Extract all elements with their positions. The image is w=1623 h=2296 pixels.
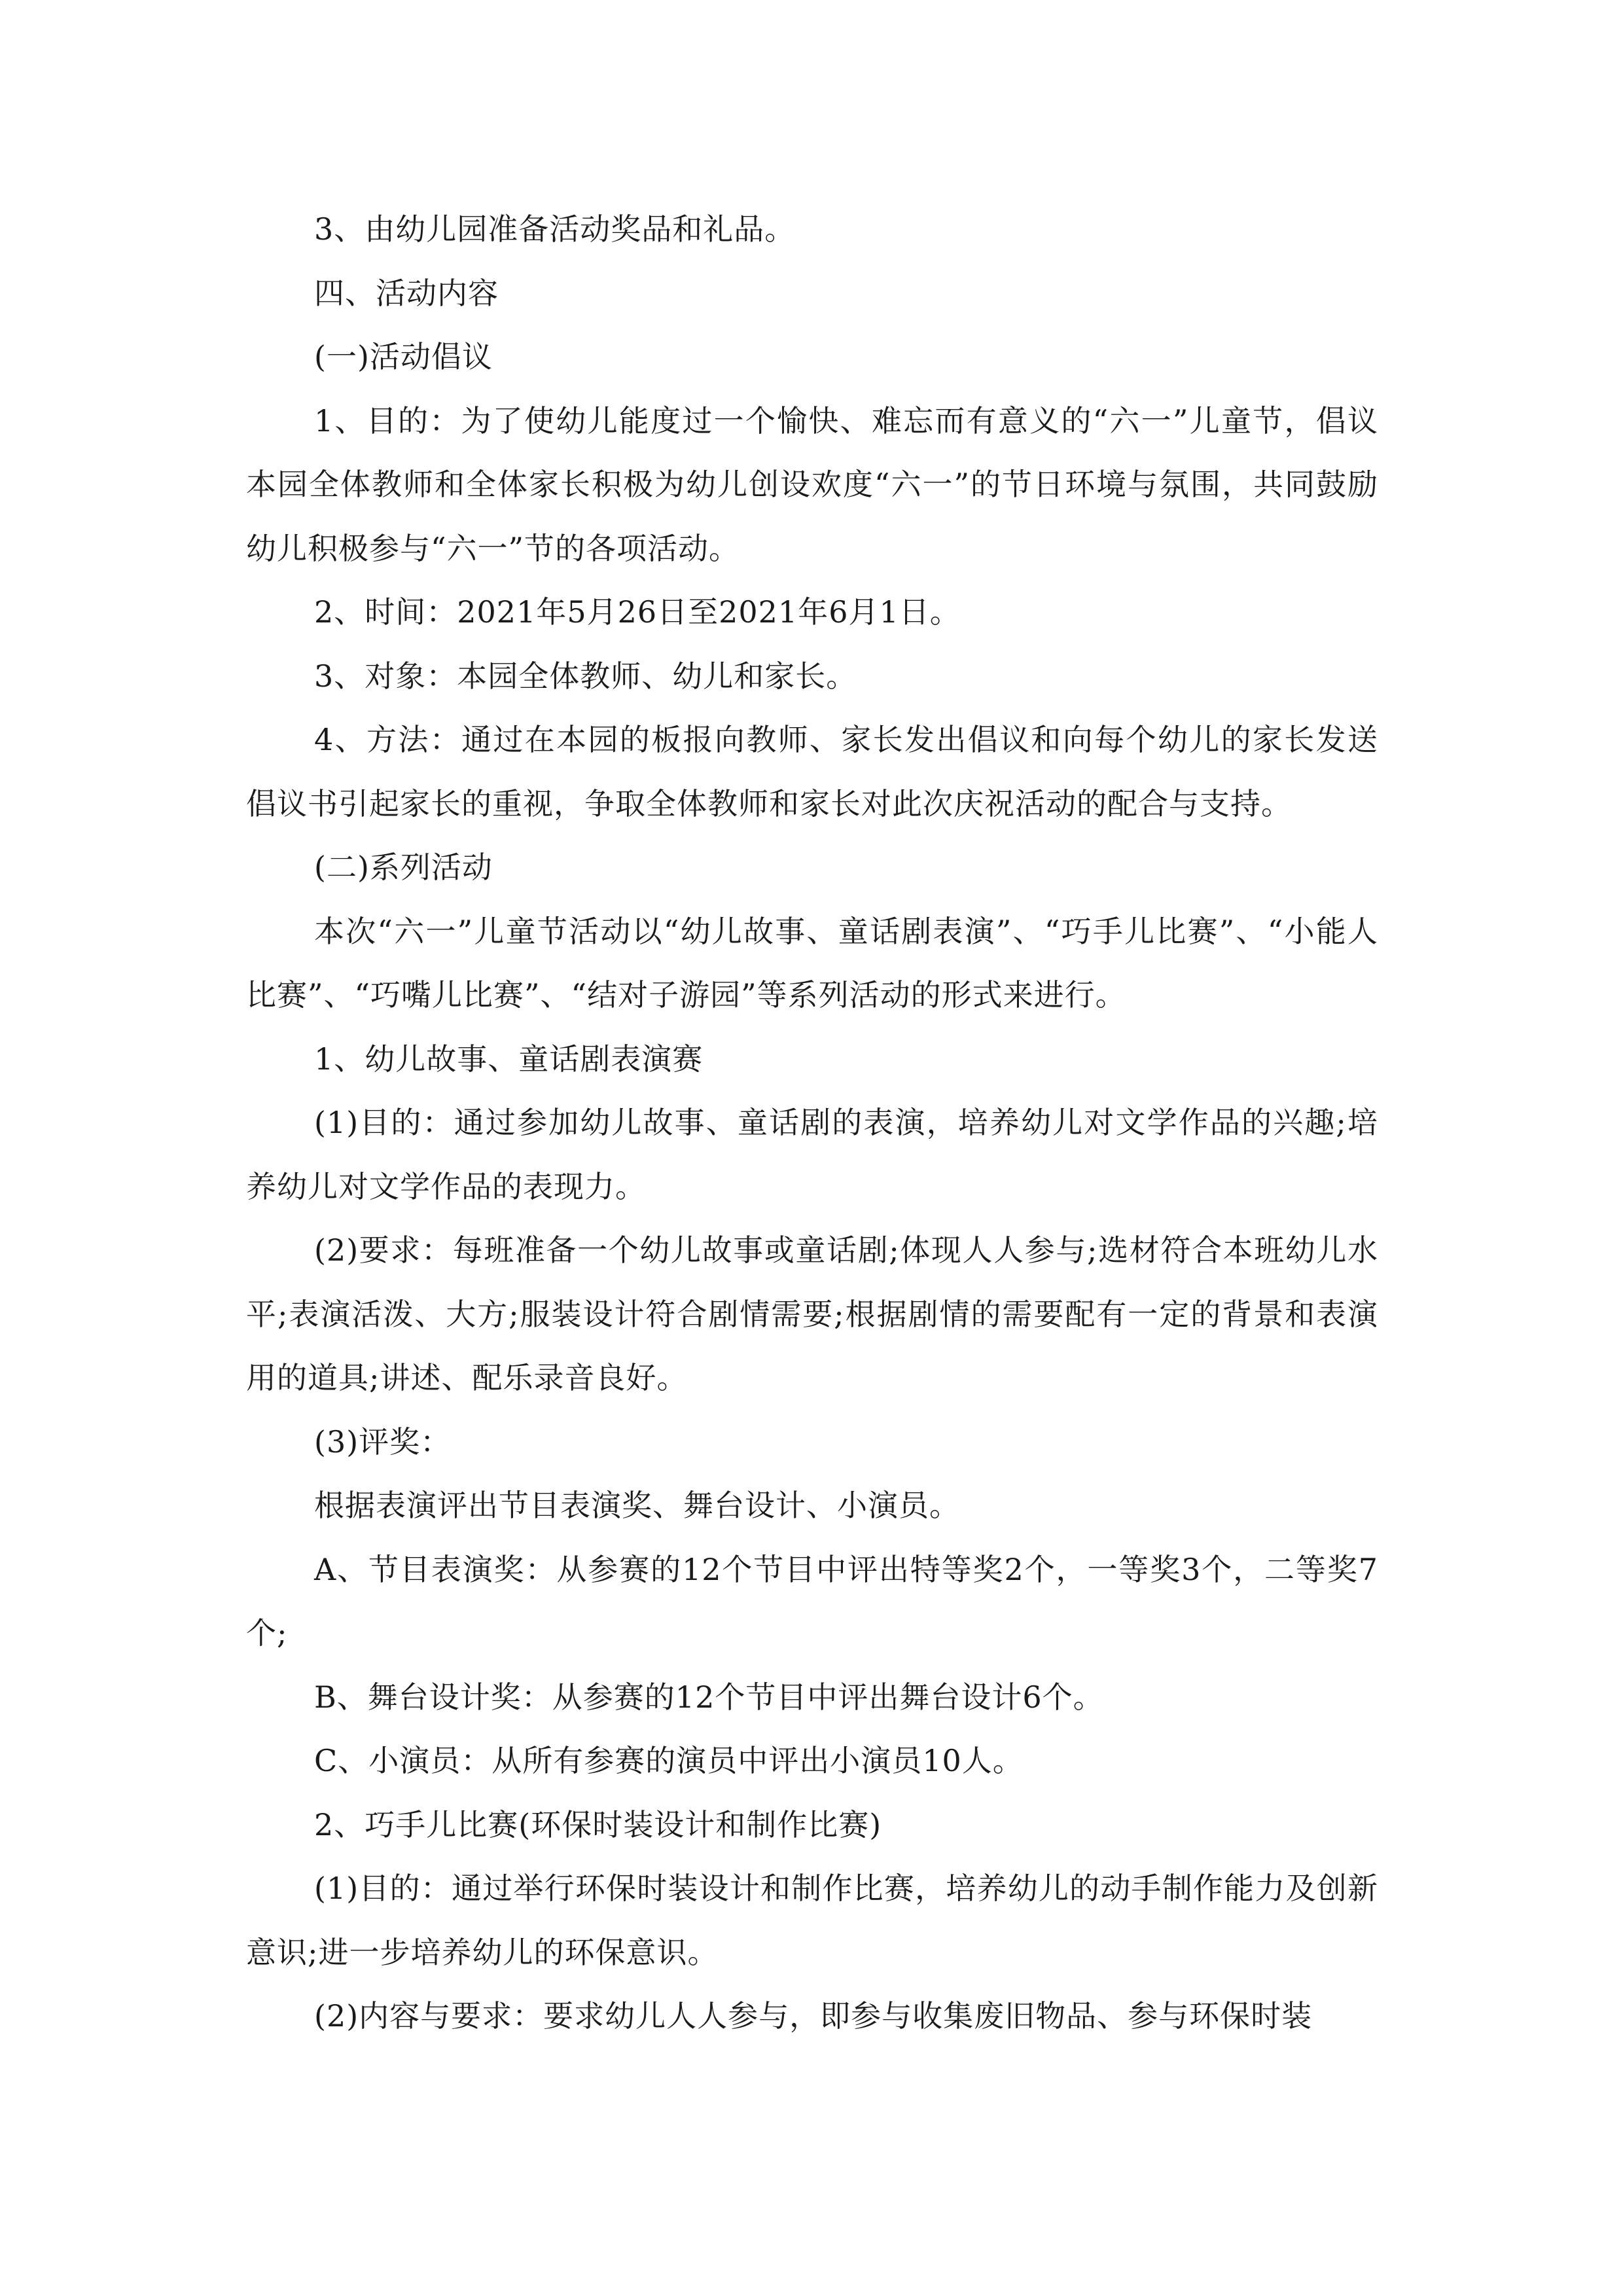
subheading-activity-proposal: (一)活动倡议 — [314, 339, 493, 374]
paragraph-award-performance: A、节目表演奖：从参赛的12个节目中评出特等奖2个，一等奖3个，二等奖7个; — [246, 1551, 1378, 1651]
heading-handcraft-contest: 2、巧手儿比赛(环保时装设计和制作比赛) — [314, 1806, 882, 1842]
paragraph-proposal-audience: 3、对象：本园全体教师、幼儿和家长。 — [314, 658, 857, 694]
paragraph-proposal-purpose: 1、目的：为了使幼儿能度过一个愉快、难忘而有意义的“六一”儿童节，倡议本园全体教师和全体家长积极为幼儿创设欢度“六一”的节日环境与氛围，共同鼓励幼儿积极参与“六一”节的各项活动。 — [246, 403, 1378, 566]
paragraph-prizes-prep: 3、由幼儿园准备活动奖品和礼品。 — [314, 211, 796, 247]
paragraph-award-stage-design: B、舞台设计奖：从参赛的12个节目中评出舞台设计6个。 — [314, 1679, 1104, 1715]
paragraph-story-awards-label: (3)评奖： — [314, 1424, 452, 1460]
heading-story-drama-contest: 1、幼儿故事、童话剧表演赛 — [314, 1041, 704, 1077]
paragraph-proposal-method: 4、方法：通过在本园的板报向教师、家长发出倡议和向每个幼儿的家长发送倡议书引起家长的重视，争取全体教师和家长对此次庆祝活动的配合与支持。 — [246, 722, 1378, 821]
paragraph-story-requirements: (2)要求：每班准备一个幼儿故事或童话剧;体现人人参与;选材符合本班幼儿水平;表演活泼、大方;服装设计符合剧情需要;根据剧情的需要配有一定的背景和表演用的道具;讲述、配乐录音良好。 — [246, 1232, 1378, 1395]
paragraph-series-intro: 本次“六一”儿童节活动以“幼儿故事、童话剧表演”、“巧手儿比赛”、“小能人比赛”、“巧嘴儿比赛”、“结对子游园”等系列活动的形式来进行。 — [246, 913, 1378, 1013]
subheading-series-activities: (二)系列活动 — [314, 850, 493, 885]
paragraph-story-purpose: (1)目的：通过参加幼儿故事、童话剧的表演，培养幼儿对文学作品的兴趣;培养幼儿对文学作品的表现力。 — [246, 1105, 1378, 1204]
paragraph-award-young-actor: C、小演员：从所有参赛的演员中评出小演员10人。 — [314, 1743, 1024, 1778]
paragraph-handcraft-purpose: (1)目的：通过举行环保时装设计和制作比赛，培养幼儿的动手制作能力及创新意识;进一步培养幼儿的环保意识。 — [246, 1871, 1378, 1970]
paragraph-proposal-time: 2、时间：2021年5月26日至2021年6月1日。 — [314, 594, 961, 630]
heading-activity-content: 四、活动内容 — [314, 275, 499, 311]
document-body — [246, 198, 1378, 2049]
paragraph-awards-basis: 根据表演评出节目表演奖、舞台设计、小演员。 — [314, 1488, 960, 1523]
paragraph-handcraft-requirements: (2)内容与要求：要求幼儿人人参与，即参与收集废旧物品、参与环保时装 — [314, 1998, 1313, 2034]
